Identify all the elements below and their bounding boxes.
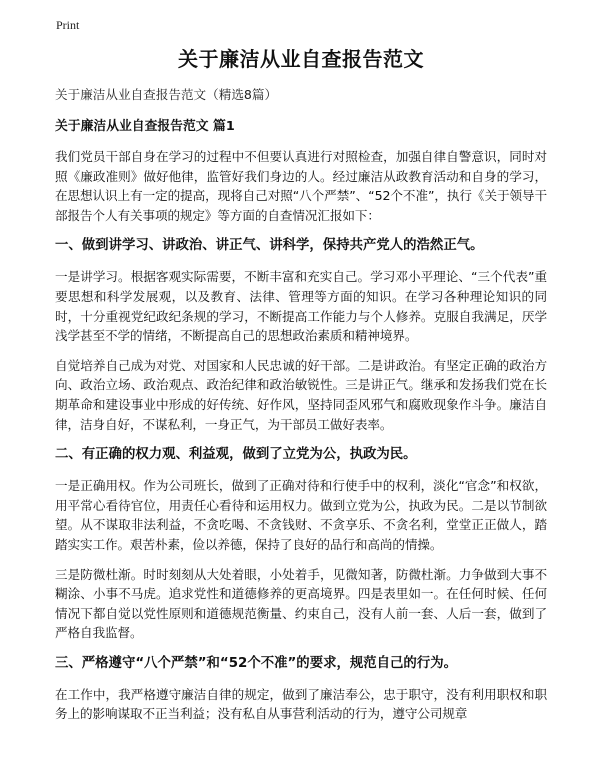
document-subtitle: 关于廉洁从业自查报告范文（精选8篇） <box>55 87 278 102</box>
section-3-paragraph-1: 在工作中，我严格遵守廉洁自律的规定，做到了廉洁奉公，忠于职守，没有利用职权和职务上的影响谋取不正当利益；没有私自从事营利活动的行为，遵守公司规章 <box>55 686 547 722</box>
document-title: 关于廉洁从业自查报告范文 <box>178 47 424 71</box>
section-1-paragraph-2: 自觉培养自己成为对党、对国家和人民忠诚的好干部。二是讲政治。有坚定正确的政治方向、政治立场、政治观点、政治纪律和政治敏锐性。三是讲正气。继承和发扬我们党在长期革命和建设事业中形成的好传统、好作风，坚持同歪风邪气和腐败现象作斗争。廉洁自律，洁身自好，不谋私利，一身正气，为干部员工做好表率。 <box>55 357 547 432</box>
section-heading-1: 一、做到讲学习、讲政治、讲正气、讲科学，保持共产党人的浩然正气。 <box>55 238 484 254</box>
section-heading-2: 二、有正确的权力观、利益观，做到了立党为公，执政为民。 <box>55 447 417 463</box>
section-heading-3: 三、严格遵守“八个严禁”和“52个不准”的要求，规范自己的行为。 <box>55 655 457 671</box>
section-2-paragraph-2: 三是防微杜渐。时时刻刻从大处着眼，小处着手，见微知著，防微杜渐。力争做到大事不糊涂、小事不马虎。追求党性和道德修养的更高境界。四是表里如一。在任何时候、任何情况下都自觉以党性原则和道德规范衡量、约束自己，没有人前一套、人后一套，做到了严格自我监督。 <box>55 566 547 641</box>
section-1-paragraph-1: 一是讲学习。根据客观实际需要，不断丰富和充实自己。学习邓小平理论、“三个代表”重要思想和科学发展观，以及教育、法律、管理等方面的知识。在学习各种理论知识的同时，十分重视党纪政纪条规的学习，不断提高工作能力与个人修养。克服自我满足，厌学浅学甚至不学的情绪，不断提高自己的思想政治素质和精神境界。 <box>55 269 547 344</box>
article-title: 关于廉洁从业自查报告范文 篇1 <box>55 119 235 134</box>
section-2-paragraph-1: 一是正确用权。作为公司班长，做到了正确对待和行使手中的权利，淡化“官念”和权欲，用平常心看待官位，用责任心看待和运用权力。做到立党为公，执政为民。二是以节制欲望。从不谋取非法利益，不贪吃喝、不贪钱财、不贪享乐、不贪名利，堂堂正正做人，踏踏实实工作。艰苦朴素，俭以养德，保持了良好的品行和高尚的情操。 <box>55 478 547 552</box>
intro-paragraph: 我们党员干部自身在学习的过程中不但要认真进行对照检查，加强自律自警意识，同时对照《廉政准则》做好他律，监管好我们身边的人。经过廉洁从政教育活动和自身的学习，在思想认识上有一定的提高，现将自己对照“八个严禁”、“52个不准”，执行《关于领导干部报告个人有关事项的规定》等方面的自查情况汇报如下： <box>55 149 547 223</box>
document-content <box>55 45 547 734</box>
print-link[interactable]: Print <box>56 18 80 32</box>
